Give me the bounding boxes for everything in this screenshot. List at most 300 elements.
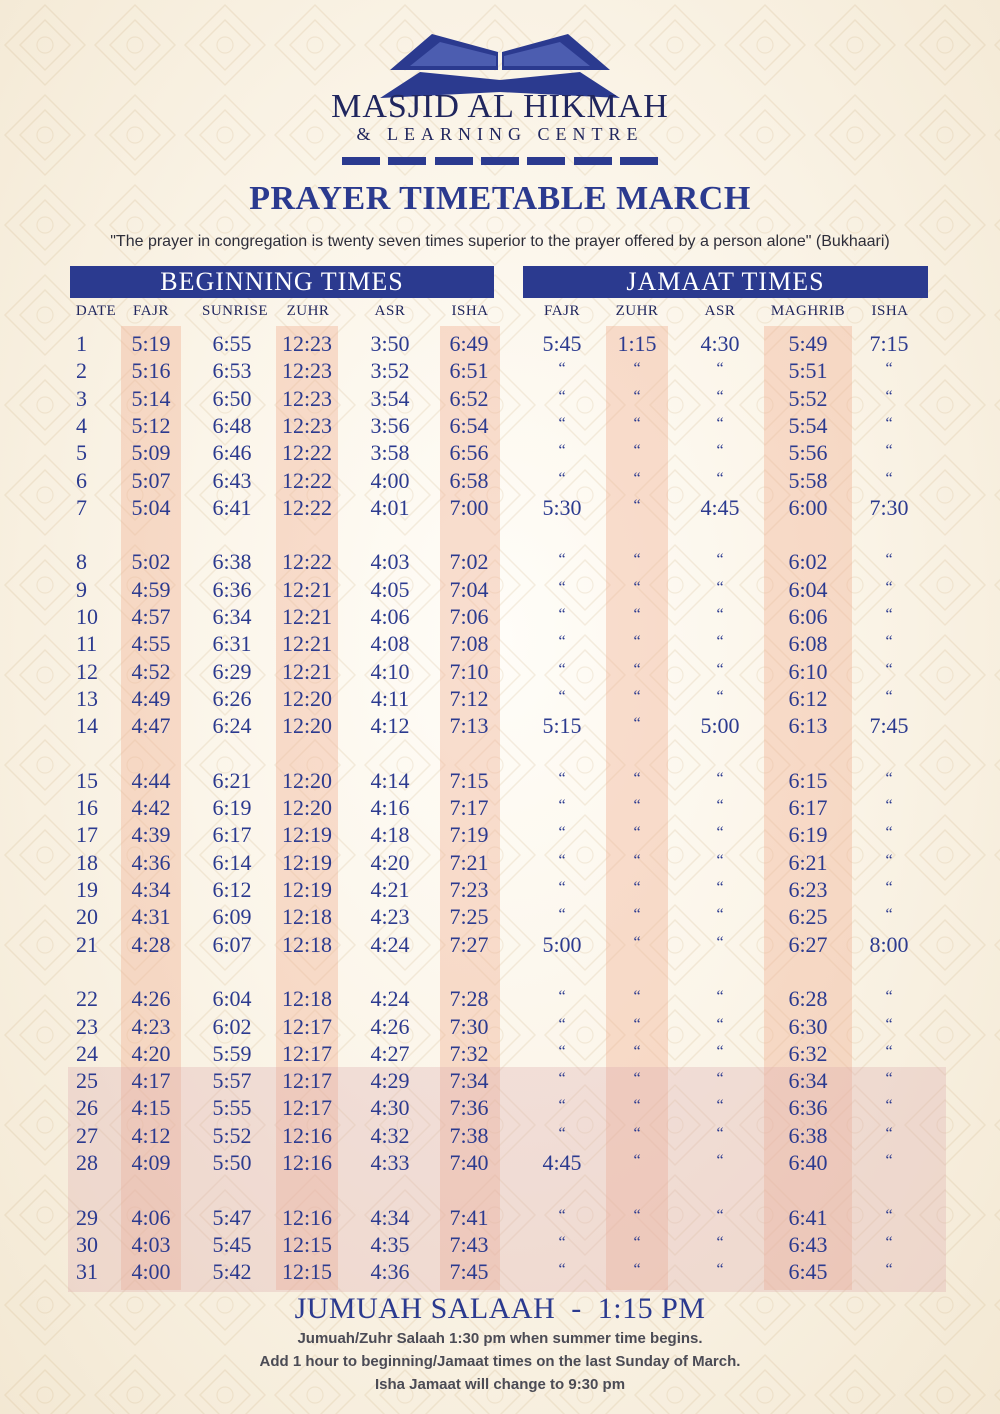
cell-asr: 3:56: [370, 412, 410, 438]
cell-j-maghrib: 6:38: [788, 1122, 828, 1148]
cell-fajr: 4:31: [131, 904, 171, 930]
cell-sunrise: 6:17: [212, 822, 252, 848]
cell-zuhr: 12:15: [281, 1231, 333, 1257]
cell-j-maghrib: 6:02: [788, 549, 828, 575]
cell-date: 14: [76, 713, 98, 739]
cell-fajr: 4:26: [131, 986, 171, 1012]
cell-j-asr: “: [716, 442, 724, 460]
cell-isha: 7:00: [449, 494, 489, 520]
cell-j-maghrib: 6:13: [788, 713, 828, 739]
cell-sunrise: 6:34: [212, 604, 252, 629]
cell-j-maghrib: 6:04: [788, 576, 828, 602]
cell-date: 26: [76, 1095, 98, 1121]
cell-j-zuhr: “: [633, 606, 641, 623]
cell-j-fajr: “: [558, 879, 566, 896]
cell-j-fajr: “: [558, 1042, 566, 1060]
cell-j-asr: 5:00: [700, 713, 740, 739]
cell-date: 22: [76, 986, 98, 1012]
cell-fajr: 4:12: [131, 1122, 171, 1148]
cell-j-zuhr: “: [633, 633, 641, 651]
cell-j-zuhr: “: [633, 769, 641, 787]
cell-j-zuhr: “: [633, 660, 641, 678]
cell-j-zuhr: “: [633, 469, 641, 487]
cell-j-isha: “: [885, 824, 893, 842]
cell-j-fajr: “: [558, 442, 566, 460]
cell-asr: 4:16: [370, 795, 410, 821]
cell-fajr: 4:09: [131, 1150, 171, 1175]
cell-date: 31: [76, 1259, 98, 1285]
cell-sunrise: 6:29: [212, 658, 252, 684]
cell-zuhr: 12:21: [281, 631, 333, 657]
cell-j-asr: “: [716, 1233, 724, 1251]
cell-asr: 4:14: [370, 767, 410, 793]
cell-sunrise: 6:02: [212, 1013, 252, 1039]
cell-fajr: 5:16: [131, 358, 171, 384]
cell-asr: 4:29: [370, 1068, 410, 1094]
cell-asr: 4:23: [370, 904, 410, 930]
cell-zuhr: 12:23: [281, 331, 333, 356]
cell-sunrise: 6:55: [212, 331, 252, 356]
cell-j-isha: “: [885, 360, 893, 378]
cell-fajr: 4:44: [131, 767, 171, 793]
cell-j-zuhr: “: [633, 1070, 641, 1088]
header-jamaat-fajr: FAJR: [544, 303, 580, 319]
cell-j-fajr: “: [558, 578, 566, 596]
cell-j-asr: “: [716, 906, 724, 924]
cell-j-isha: “: [885, 1015, 893, 1033]
cell-j-isha: “: [885, 442, 893, 460]
cell-asr: 4:26: [370, 1013, 410, 1039]
cell-zuhr: 12:23: [281, 385, 333, 411]
cell-j-asr: “: [716, 387, 724, 405]
cell-j-fajr: “: [558, 797, 566, 815]
cell-fajr: 4:00: [131, 1259, 171, 1285]
cell-j-zuhr: “: [633, 1124, 641, 1142]
cell-j-asr: 4:45: [700, 494, 740, 520]
cell-j-fajr: “: [558, 1015, 566, 1033]
cell-sunrise: 5:42: [212, 1259, 252, 1285]
cell-j-maghrib: 6:17: [788, 795, 828, 821]
cell-j-fajr: “: [558, 1261, 566, 1279]
header-sunrise: SUNRISE: [201, 303, 269, 319]
cell-j-isha: “: [885, 414, 893, 432]
cell-date: 3: [76, 385, 87, 411]
cell-date: 20: [76, 904, 98, 930]
cell-fajr: 4:17: [131, 1068, 171, 1094]
cell-j-maghrib: 6:43: [788, 1231, 828, 1257]
cell-fajr: 5:09: [131, 440, 171, 466]
cell-j-isha: “: [885, 1152, 893, 1169]
cell-j-maghrib: 5:56: [788, 440, 828, 466]
cell-j-isha: “: [885, 1097, 893, 1115]
cell-j-fajr: “: [558, 1070, 566, 1088]
cell-j-isha: “: [885, 988, 893, 1006]
cell-isha: 6:52: [449, 385, 489, 411]
cell-date: 17: [76, 822, 98, 848]
header-jamaat-isha: ISHA: [871, 303, 909, 319]
cell-j-maghrib: 6:34: [788, 1068, 828, 1094]
cell-asr: 3:52: [370, 358, 410, 384]
cell-sunrise: 6:41: [212, 494, 252, 520]
cell-j-isha: “: [885, 906, 893, 924]
cell-j-maghrib: 6:06: [788, 604, 828, 629]
cell-j-zuhr: “: [633, 360, 641, 378]
cell-j-isha: “: [885, 606, 893, 623]
cell-j-fajr: “: [558, 469, 566, 487]
cell-j-zuhr: “: [633, 551, 641, 569]
cell-date: 10: [76, 604, 98, 629]
cell-asr: 4:30: [370, 1095, 410, 1121]
cell-zuhr: 12:20: [281, 713, 333, 739]
cell-asr: 4:36: [370, 1259, 410, 1285]
cell-isha: 7:04: [449, 576, 489, 602]
cell-j-maghrib: 5:52: [788, 385, 828, 411]
cell-date: 2: [76, 358, 87, 384]
cell-j-zuhr: “: [633, 387, 641, 405]
header-zuhr: ZUHR: [286, 303, 330, 319]
cell-sunrise: 6:36: [212, 576, 252, 602]
cell-date: 19: [76, 877, 98, 902]
cell-sunrise: 6:12: [212, 877, 252, 902]
cell-zuhr: 12:23: [281, 358, 333, 384]
cell-j-asr: “: [716, 1124, 724, 1142]
cell-date: 4: [76, 412, 87, 438]
cell-j-asr: “: [716, 1206, 724, 1224]
note-line-2: Add 1 hour to beginning/Jamaat times on the last Sunday of March.: [259, 1353, 741, 1370]
cell-j-fajr: “: [558, 824, 566, 842]
cell-sunrise: 6:07: [212, 931, 252, 957]
cell-j-fajr: 5:45: [542, 331, 582, 356]
cell-asr: 3:58: [370, 440, 410, 466]
cell-fajr: 5:02: [131, 549, 171, 575]
cell-j-asr: “: [716, 660, 724, 678]
cell-j-fajr: 5:00: [542, 931, 582, 957]
cell-zuhr: 12:18: [281, 986, 333, 1012]
cell-sunrise: 5:45: [212, 1231, 252, 1257]
header-jamaat-asr: ASR: [704, 303, 736, 319]
cell-sunrise: 5:47: [212, 1204, 252, 1230]
cell-j-zuhr: “: [633, 824, 641, 842]
cell-sunrise: 6:38: [212, 549, 252, 575]
cell-j-asr: “: [716, 1261, 724, 1279]
cell-fajr: 4:42: [131, 795, 171, 821]
cell-sunrise: 5:55: [212, 1095, 252, 1121]
cell-fajr: 5:07: [131, 467, 171, 493]
cell-j-zuhr: “: [633, 1261, 641, 1279]
cell-sunrise: 6:48: [212, 412, 252, 438]
cell-sunrise: 5:59: [212, 1040, 252, 1066]
cell-j-zuhr: “: [633, 879, 641, 896]
cell-date: 7: [76, 494, 87, 520]
cell-j-asr: “: [716, 1070, 724, 1088]
cell-asr: 3:54: [370, 385, 410, 411]
cell-fajr: 5:12: [131, 412, 171, 438]
cell-j-maghrib: 5:51: [788, 358, 828, 384]
cell-j-asr: “: [716, 851, 724, 869]
cell-isha: 7:34: [449, 1068, 489, 1094]
cell-asr: 4:08: [370, 631, 410, 657]
cell-j-zuhr: “: [633, 1015, 641, 1033]
cell-asr: 4:24: [370, 986, 410, 1012]
cell-asr: 4:06: [370, 604, 410, 629]
cell-sunrise: 6:21: [212, 767, 252, 793]
cell-j-fajr: “: [558, 988, 566, 1006]
cell-asr: 3:50: [370, 331, 410, 356]
cell-asr: 4:35: [370, 1231, 410, 1257]
note-line-3: Isha Jamaat will change to 9:30 pm: [374, 1376, 626, 1393]
cell-sunrise: 5:57: [212, 1068, 252, 1094]
hadith-quote: "The prayer in congregation is twenty seven times superior to the prayer offered by a person alone" (Bukhaari): [110, 233, 890, 250]
cell-isha: 7:32: [449, 1040, 489, 1066]
cell-isha: 7:30: [449, 1013, 489, 1039]
cell-zuhr: 12:17: [281, 1068, 333, 1094]
cell-j-fajr: “: [558, 660, 566, 678]
cell-j-maghrib: 6:12: [788, 685, 828, 711]
cell-fajr: 4:57: [131, 604, 171, 629]
cell-date: 18: [76, 849, 98, 875]
cell-isha: 7:19: [449, 822, 489, 848]
cell-sunrise: 6:46: [212, 440, 252, 466]
cell-j-zuhr: “: [633, 1233, 641, 1251]
cell-j-isha: “: [885, 687, 893, 705]
cell-sunrise: 6:24: [212, 713, 252, 739]
cell-j-fajr: “: [558, 1097, 566, 1115]
cell-j-maghrib: 6:10: [788, 658, 828, 684]
cell-date: 29: [76, 1204, 98, 1230]
cell-zuhr: 12:18: [281, 904, 333, 930]
cell-sunrise: 6:19: [212, 795, 252, 821]
cell-isha: 7:41: [449, 1204, 489, 1230]
cell-j-maghrib: 6:00: [788, 494, 828, 520]
cell-asr: 4:20: [370, 849, 410, 875]
cell-j-asr: “: [716, 414, 724, 432]
cell-isha: 6:54: [449, 412, 489, 438]
cell-fajr: 4:23: [131, 1013, 171, 1039]
cell-fajr: 4:52: [131, 658, 171, 684]
cell-date: 8: [76, 549, 87, 575]
cell-j-fajr: “: [558, 633, 566, 651]
cell-zuhr: 12:22: [281, 549, 333, 575]
cell-j-fajr: “: [558, 851, 566, 869]
cell-j-zuhr: “: [633, 797, 641, 815]
cell-zuhr: 12:22: [281, 467, 333, 493]
cell-isha: 6:51: [449, 358, 489, 384]
cell-j-asr: 4:30: [700, 331, 740, 356]
cell-isha: 7:02: [449, 549, 489, 575]
cell-j-zuhr: “: [633, 988, 641, 1006]
cell-isha: 7:36: [449, 1095, 489, 1121]
cell-j-isha: “: [885, 551, 893, 569]
cell-date: 24: [76, 1040, 98, 1066]
cell-j-zuhr: “: [633, 1152, 641, 1169]
cell-j-fajr: 5:30: [542, 494, 582, 520]
cell-asr: 4:21: [370, 877, 410, 902]
cell-zuhr: 12:21: [281, 576, 333, 602]
cell-date: 5: [76, 440, 87, 466]
header-jamaat-zuhr: ZUHR: [615, 303, 659, 319]
cell-asr: 4:12: [370, 713, 410, 739]
cell-j-maghrib: 6:15: [788, 767, 828, 793]
cell-j-asr: “: [716, 633, 724, 651]
cell-sunrise: 6:04: [212, 986, 252, 1012]
cell-asr: 4:33: [370, 1150, 410, 1175]
cell-isha: 6:49: [449, 331, 489, 356]
cell-j-zuhr: “: [633, 1042, 641, 1060]
cell-date: 25: [76, 1068, 98, 1094]
cell-zuhr: 12:17: [281, 1040, 333, 1066]
cell-j-isha: “: [885, 797, 893, 815]
cell-j-isha: 8:00: [869, 931, 909, 957]
cell-j-asr: “: [716, 769, 724, 787]
cell-j-isha: “: [885, 1042, 893, 1060]
cell-j-zuhr: “: [633, 851, 641, 869]
header-jamaat-maghrib: MAGHRIB: [770, 303, 846, 319]
cell-j-maghrib: 6:27: [788, 931, 828, 957]
cell-isha: 7:13: [449, 713, 489, 739]
cell-j-fajr: “: [558, 414, 566, 432]
cell-fajr: 5:14: [131, 385, 171, 411]
cell-j-zuhr: “: [633, 1097, 641, 1115]
cell-j-asr: “: [716, 1152, 724, 1169]
cell-date: 15: [76, 767, 98, 793]
cell-date: 1: [76, 331, 87, 356]
cell-asr: 4:05: [370, 576, 410, 602]
cell-asr: 4:32: [370, 1122, 410, 1148]
cell-asr: 4:18: [370, 822, 410, 848]
cell-j-maghrib: 5:58: [788, 467, 828, 493]
cell-j-asr: “: [716, 879, 724, 896]
cell-zuhr: 12:16: [281, 1150, 333, 1175]
cell-fajr: 4:59: [131, 576, 171, 602]
cell-isha: 7:08: [449, 631, 489, 657]
cell-sunrise: 6:26: [212, 685, 252, 711]
cell-date: 21: [76, 931, 98, 957]
cell-isha: 7:06: [449, 604, 489, 629]
cell-date: 28: [76, 1150, 98, 1175]
cell-j-asr: “: [716, 578, 724, 596]
brand-name: MASJID AL HIKMAH: [331, 88, 669, 125]
cell-fajr: 4:39: [131, 822, 171, 848]
note-line-1: Jumuah/Zuhr Salaah 1:30 pm when summer time begins.: [297, 1330, 703, 1347]
cell-j-maghrib: 6:08: [788, 631, 828, 657]
cell-isha: 7:40: [449, 1150, 489, 1175]
cell-j-asr: “: [716, 551, 724, 569]
cell-j-fajr: “: [558, 387, 566, 405]
cell-date: 13: [76, 685, 98, 711]
cell-j-maghrib: 6:21: [788, 849, 828, 875]
cell-j-zuhr: “: [633, 687, 641, 705]
cell-fajr: 5:19: [131, 331, 171, 356]
cell-j-isha: “: [885, 387, 893, 405]
cell-zuhr: 12:15: [281, 1259, 333, 1285]
cell-fajr: 4:03: [131, 1231, 171, 1257]
header-isha: ISHA: [451, 303, 489, 319]
cell-j-maghrib: 6:40: [788, 1150, 828, 1175]
cell-zuhr: 12:16: [281, 1204, 333, 1230]
cell-isha: 7:28: [449, 986, 489, 1012]
cell-isha: 7:43: [449, 1231, 489, 1257]
cell-fajr: 4:36: [131, 849, 171, 875]
cell-j-isha: “: [885, 1206, 893, 1224]
cell-isha: 7:12: [449, 685, 489, 711]
brand-subtitle: & LEARNING CENTRE: [356, 124, 644, 144]
cell-j-fajr: “: [558, 687, 566, 705]
cell-j-asr: “: [716, 360, 724, 378]
cell-j-isha: “: [885, 1261, 893, 1279]
cell-j-isha: “: [885, 879, 893, 896]
cell-asr: 4:27: [370, 1040, 410, 1066]
cell-j-fajr: “: [558, 551, 566, 569]
cell-j-asr: “: [716, 824, 724, 842]
cell-j-isha: “: [885, 578, 893, 596]
cell-isha: 6:58: [449, 467, 489, 493]
cell-zuhr: 12:22: [281, 494, 333, 520]
cell-j-maghrib: 6:25: [788, 904, 828, 930]
cell-j-fajr: “: [558, 1233, 566, 1251]
cell-j-fajr: “: [558, 1124, 566, 1142]
cell-j-isha: 7:15: [869, 331, 909, 356]
cell-date: 27: [76, 1122, 98, 1148]
cell-asr: 4:24: [370, 931, 410, 957]
cell-asr: 4:10: [370, 658, 410, 684]
cell-j-asr: “: [716, 988, 724, 1006]
cell-fajr: 4:06: [131, 1204, 171, 1230]
cell-sunrise: 6:53: [212, 358, 252, 384]
cell-date: 11: [76, 631, 98, 657]
cell-zuhr: 12:20: [281, 767, 333, 793]
cell-asr: 4:01: [370, 494, 410, 520]
beginning-times-band: BEGINNING TIMES: [70, 266, 494, 298]
cell-j-zuhr: “: [633, 414, 641, 432]
cell-j-asr: “: [716, 687, 724, 705]
jamaat-times-band: JAMAAT TIMES: [523, 266, 928, 298]
cell-j-isha: “: [885, 1233, 893, 1251]
cell-zuhr: 12:17: [281, 1013, 333, 1039]
cell-j-zuhr: “: [633, 715, 641, 733]
cell-date: 9: [76, 576, 87, 602]
cell-fajr: 4:34: [131, 877, 171, 902]
cell-j-fajr: “: [558, 606, 566, 623]
cell-j-fajr: 4:45: [542, 1150, 582, 1175]
cell-j-maghrib: 6:28: [788, 986, 828, 1012]
cell-j-asr: “: [716, 1015, 724, 1033]
cell-isha: 7:17: [449, 795, 489, 821]
cell-zuhr: 12:19: [281, 877, 333, 902]
cell-isha: 7:27: [449, 931, 489, 957]
cell-j-zuhr: “: [633, 933, 641, 951]
cell-j-fajr: “: [558, 769, 566, 787]
cell-zuhr: 12:20: [281, 685, 333, 711]
header-date: DATE: [75, 303, 117, 319]
cell-date: 30: [76, 1231, 98, 1257]
cell-isha: 7:23: [449, 877, 489, 902]
cell-zuhr: 12:21: [281, 604, 333, 629]
cell-isha: 6:56: [449, 440, 489, 466]
cell-zuhr: 12:20: [281, 795, 333, 821]
cell-j-zuhr: “: [633, 496, 641, 514]
cell-asr: 4:03: [370, 549, 410, 575]
cell-j-isha: “: [885, 1070, 893, 1088]
cell-j-maghrib: 6:30: [788, 1013, 828, 1039]
cell-isha: 7:38: [449, 1122, 489, 1148]
cell-j-maghrib: 6:32: [788, 1040, 828, 1066]
cell-fajr: 5:04: [131, 494, 171, 520]
cell-asr: 4:11: [370, 685, 410, 711]
cell-j-fajr: “: [558, 1206, 566, 1224]
cell-fajr: 4:55: [131, 631, 171, 657]
cell-fajr: 4:15: [131, 1095, 171, 1121]
cell-j-asr: “: [716, 933, 724, 951]
